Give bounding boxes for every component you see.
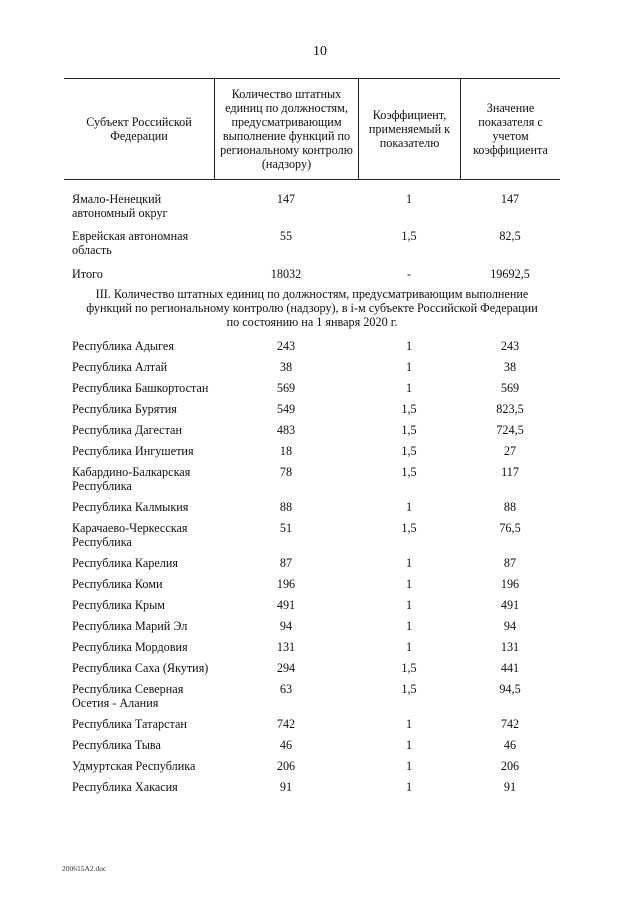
- row-value: 823,5: [496, 402, 524, 416]
- row-staff-count: 742: [276, 717, 296, 731]
- row-coefficient: 1: [405, 598, 413, 612]
- row-coefficient: 1: [405, 360, 413, 374]
- section-title: III. Количество штатных единиц по должностям, предусматривающим выполнение функций по региональному контролю (надзору), в i-м субъекте Российской Федерации по состоянию на 1 января 2020 г.: [86, 287, 538, 329]
- row-subject: Республика Тыва: [72, 738, 161, 752]
- row-staff-count: 147: [276, 192, 296, 206]
- table-row: [64, 682, 560, 710]
- table-row: [64, 360, 560, 374]
- row-staff-count: 91: [279, 780, 293, 794]
- row-staff-count: 38: [279, 360, 293, 374]
- row-value: 76,5: [499, 521, 521, 535]
- row-value: 196: [500, 577, 520, 591]
- table-row: [64, 465, 560, 493]
- table-row: [64, 738, 560, 752]
- row-staff-count: 18: [279, 444, 293, 458]
- row-value: 82,5: [499, 229, 521, 243]
- row-coefficient: 1,5: [401, 444, 417, 458]
- row-subject: Республика Северная Осетия - Алания: [72, 682, 184, 710]
- header-subject: Субъект Российской Федерации: [86, 115, 192, 143]
- row-subject: Республика Марий Эл: [72, 619, 188, 633]
- row-coefficient: 1: [405, 500, 413, 514]
- row-subject: Республика Крым: [72, 598, 166, 612]
- table-row: [64, 521, 560, 549]
- table-row: [64, 500, 560, 514]
- row-value: 441: [500, 661, 520, 675]
- row-coefficient: 1,5: [401, 661, 417, 675]
- row-staff-count: 63: [279, 682, 293, 696]
- row-staff-count: 131: [276, 640, 296, 654]
- row-staff-count: 491: [276, 598, 296, 612]
- table-row: [64, 717, 560, 731]
- row-value: 742: [500, 717, 520, 731]
- row-subject: Республика Адыгея: [72, 339, 174, 353]
- row-value: 147: [500, 192, 520, 206]
- row-value: 569: [500, 381, 520, 395]
- row-coefficient: 1: [405, 192, 413, 206]
- row-value: 243: [500, 339, 520, 353]
- table-row: [64, 759, 560, 773]
- row-coefficient: 1,5: [401, 465, 417, 479]
- table-header: [64, 78, 560, 180]
- row-value: 19692,5: [490, 267, 530, 281]
- row-subject: Республика Хакасия: [72, 780, 178, 794]
- row-value: 131: [500, 640, 520, 654]
- row-value: 91: [503, 780, 517, 794]
- row-coefficient: 1,5: [401, 682, 417, 696]
- row-staff-count: 46: [279, 738, 293, 752]
- table-row: [64, 423, 560, 437]
- row-subject: Республика Коми: [72, 577, 163, 591]
- row-subject: Карачаево-Черкесская Республика: [72, 521, 188, 549]
- row-staff-count: 78: [279, 465, 293, 479]
- row-staff-count: 569: [276, 381, 296, 395]
- table-row: [64, 577, 560, 591]
- row-coefficient: 1: [405, 619, 413, 633]
- header-staff-count: Количество штатных единиц по должностям, предусматривающим выполнение функций по региональному контролю (надзору): [214, 79, 358, 179]
- row-staff-count: 196: [276, 577, 296, 591]
- row-subject: Республика Саха (Якутия): [72, 661, 209, 675]
- page-number: 10: [313, 44, 327, 59]
- row-subject: Ямало-Ненецкий автономный округ: [72, 192, 168, 220]
- data-table: [64, 78, 560, 794]
- row-coefficient: 1: [405, 556, 413, 570]
- row-staff-count: 88: [279, 500, 293, 514]
- table-row: [64, 640, 560, 654]
- table-row: [64, 619, 560, 633]
- row-subject: Республика Карелия: [72, 556, 178, 570]
- row-coefficient: 1,5: [401, 402, 417, 416]
- table-row: [64, 402, 560, 416]
- table-row: [64, 229, 560, 257]
- row-staff-count: 55: [279, 229, 293, 243]
- row-value: 117: [501, 465, 519, 479]
- row-coefficient: 1: [405, 780, 413, 794]
- header-coefficient: Коэффициент, применяемый к показателю: [358, 79, 460, 179]
- row-coefficient: 1: [405, 640, 413, 654]
- row-value: 491: [500, 598, 520, 612]
- row-subject: Республика Алтай: [72, 360, 168, 374]
- row-value: 724,5: [496, 423, 524, 437]
- table-row: [64, 444, 560, 458]
- row-staff-count: 549: [276, 402, 296, 416]
- table-row: [64, 381, 560, 395]
- row-coefficient: -: [406, 267, 412, 281]
- row-coefficient: 1: [405, 381, 413, 395]
- row-staff-count: 243: [276, 339, 296, 353]
- header-value: Значение показателя с учетом коэффициента: [460, 79, 560, 179]
- row-coefficient: 1: [405, 339, 413, 353]
- row-subject: Республика Ингушетия: [72, 444, 194, 458]
- row-coefficient: 1,5: [401, 229, 417, 243]
- row-subject: Республика Калмыкия: [72, 500, 189, 514]
- row-staff-count: 483: [276, 423, 296, 437]
- row-value: 27: [503, 444, 517, 458]
- row-subject: Республика Башкортостан: [72, 381, 209, 395]
- row-value: 46: [503, 738, 517, 752]
- table-row: [64, 339, 560, 353]
- row-value: 94: [503, 619, 517, 633]
- row-subject: Кабардино-Балкарская Республика: [72, 465, 191, 493]
- table-row: [64, 192, 560, 220]
- row-coefficient: 1: [405, 717, 413, 731]
- row-coefficient: 1,5: [401, 521, 417, 535]
- row-coefficient: 1: [405, 738, 413, 752]
- row-subject: Республика Татарстан: [72, 717, 187, 731]
- row-subject: Итого: [72, 267, 103, 281]
- table-row: [64, 661, 560, 675]
- row-value: 206: [500, 759, 520, 773]
- row-staff-count: 294: [276, 661, 296, 675]
- row-subject: Удмуртская Республика: [72, 759, 196, 773]
- row-value: 88: [503, 500, 517, 514]
- row-value: 94,5: [499, 682, 521, 696]
- row-value: 38: [503, 360, 517, 374]
- row-staff-count: 94: [279, 619, 293, 633]
- row-subject: Республика Дагестан: [72, 423, 182, 437]
- row-subject: Еврейская автономная область: [72, 229, 189, 257]
- row-subject: Республика Бурятия: [72, 402, 177, 416]
- row-value: 87: [503, 556, 517, 570]
- row-coefficient: 1: [405, 577, 413, 591]
- row-staff-count: 87: [279, 556, 293, 570]
- row-staff-count: 206: [276, 759, 296, 773]
- row-staff-count: 18032: [270, 267, 302, 281]
- table-row: [64, 598, 560, 612]
- row-staff-count: 51: [279, 521, 293, 535]
- table-row: [64, 556, 560, 570]
- table-body: [64, 192, 560, 794]
- row-coefficient: 1: [405, 759, 413, 773]
- row-subject: Республика Мордовия: [72, 640, 188, 654]
- row-coefficient: 1,5: [401, 423, 417, 437]
- document-code: 200615A2.doc: [62, 864, 107, 873]
- table-row: [64, 267, 560, 281]
- table-row: [64, 780, 560, 794]
